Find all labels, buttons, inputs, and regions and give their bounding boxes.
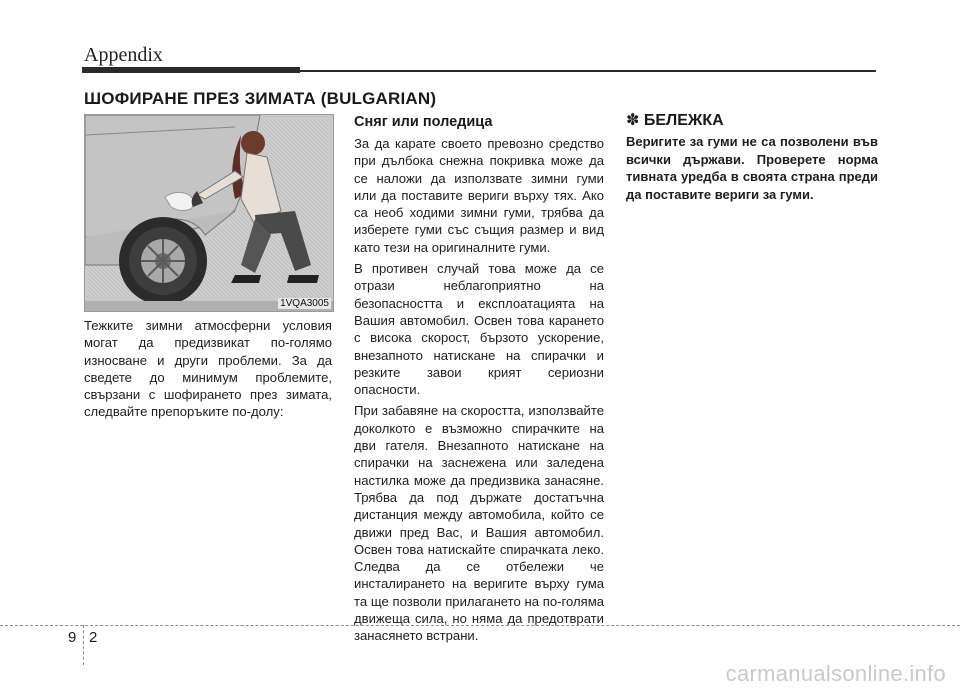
note-column <box>626 133 878 207</box>
snow-paragraph-3: При забавяне на скоростта, използвайте доколкото е възможно спирачките на дви гателя. Внезапното натискане на спирачки на заснежена или заледена настилка може да предизвика занасяне. Трябва да под държате достатъчна дистанция между автомобила, който се движи пред Вас, и Вашия автомобил. Освен това натискайте спирачката леко. Следва да се отбележи че инсталирането на веригите върху гума та ще позволи прилагането на по-голяма движеща сила, но няма да предотврати занасянето встрани. <box>354 403 604 644</box>
header-rule-thin <box>300 70 876 72</box>
note-star-icon: ✽ <box>626 112 640 129</box>
note-heading <box>626 110 724 130</box>
intro-column <box>84 317 332 425</box>
snow-paragraph-1: За да карате своето превозно средство при дълбока снежна покривка може да се наложи да използвате зимни гуми или да поставите вериги върху тях. Ако са необ ходими зимни гуми, трябва да изберете гуми със същия размер и вид като тези на оригиналните гуми. <box>354 136 604 255</box>
section-title: ШОФИРАНЕ ПРЕЗ ЗИМАТА (BULGARIAN) <box>84 89 437 108</box>
snow-paragraph-2: В противен случай това може да се отрази неблагоприятно на безопасността и експлоатацията на Вашия автомобил. Освен това карането с висока скорост, бързото ускорение, внезапното натискане на спирачки и резките завои крият сериозни опасности. <box>354 261 604 398</box>
intro-paragraph: Тежките зимни атмосферни условия могат да предизвикат по-голямо износване и други проблеми. За да сведете до минимум проблемите, свързани с шофирането през зимата, следвайте препоръките по-долу: <box>84 318 332 420</box>
page-chapter-number: 9 <box>68 629 77 646</box>
footer-divider <box>0 625 960 626</box>
header-rule-thick <box>82 67 300 73</box>
snow-ice-column <box>354 135 604 649</box>
snow-ice-heading: Сняг или поледица <box>354 114 493 130</box>
watermark: carmanualsonline.info <box>725 661 946 686</box>
footer-vertical-divider <box>83 625 84 665</box>
illustration-drawing <box>85 115 333 311</box>
page-number: 2 <box>89 629 98 646</box>
note-title: БЕЛЕЖКА <box>643 112 724 129</box>
header-title: Appendix <box>84 44 163 66</box>
illustration-woman-tire <box>84 114 334 312</box>
figure-code: 1VQA3005 <box>280 298 329 309</box>
note-text: Веригите за гуми не са позволени във всички държави. Проверете норма тивната уредба в своята страна преди да поставите вериги за гуми. <box>626 134 878 202</box>
